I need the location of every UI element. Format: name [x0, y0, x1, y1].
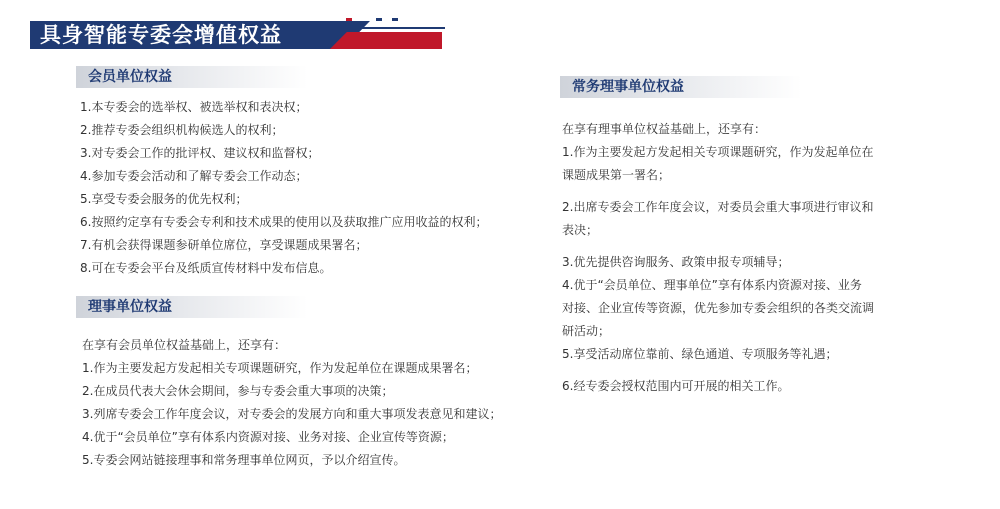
list-item: 4.优于“会员单位”享有体系内资源对接、业务对接、企业宣传等资源；	[82, 430, 454, 444]
list-item: 3.列席专委会工作年度会议，对专委会的发展方向和重大事项发表意见和建议；	[82, 407, 502, 421]
list-item: 2.出席专委会工作年度会议，对委员会重大事项进行审议和	[562, 200, 874, 214]
list-item: 4.参加专委会活动和了解专委会工作动态；	[80, 169, 308, 183]
executive-benefits-list	[562, 118, 874, 398]
member-benefits-list	[80, 96, 487, 280]
list-item: 5.专委会网站链接理事和常务理事单位网页，予以介绍宣传。	[82, 453, 406, 467]
title-decoration-dot-2	[376, 18, 382, 21]
intro-text: 在享有会员单位权益基础上，还享有：	[82, 338, 287, 352]
list-item: 1.本专委会的选举权、被选举权和表决权；	[80, 100, 308, 114]
list-item: 7.有机会获得课题参研单位席位，享受课题成果署名；	[80, 238, 368, 252]
title-red-decoration	[330, 32, 442, 49]
member-section-heading: 会员单位权益	[76, 66, 308, 88]
title-decoration-dot-3	[392, 18, 398, 21]
list-item: 6.按照约定享有专委会专利和技术成果的使用以及获取推广应用收益的权利；	[80, 215, 488, 229]
executive-section-heading: 常务理事单位权益	[560, 76, 802, 98]
intro-text: 在享有理事单位权益基础上，还享有：	[562, 122, 767, 136]
list-item: 2.在成员代表大会休会期间，参与专委会重大事项的决策；	[82, 384, 394, 398]
list-item: 1.作为主要发起方发起相关专项课题研究，作为发起单位在课题成果署名；	[82, 361, 478, 375]
director-section-heading: 理事单位权益	[76, 296, 308, 318]
list-item-continued: 表决；	[562, 223, 599, 237]
list-item: 3.对专委会工作的批评权、建议权和监督权；	[80, 146, 320, 160]
list-item: 2.推荐专委会组织机构候选人的权利；	[80, 123, 284, 137]
list-item: 5.享受活动席位靠前、绿色通道、专项服务等礼遇；	[562, 347, 838, 361]
list-item: 6.经专委会授权范围内可开展的相关工作。	[562, 379, 790, 393]
title-decoration-dot	[346, 18, 352, 21]
director-benefits-list	[82, 334, 501, 472]
list-item-continued: 课题成果第一署名；	[562, 168, 671, 182]
list-item: 5.享受专委会服务的优先权利；	[80, 192, 248, 206]
list-item: 4.优于“会员单位、理事单位”享有体系内资源对接、业务	[562, 278, 862, 292]
list-item: 1.作为主要发起方发起相关专项课题研究，作为发起单位在	[562, 145, 874, 159]
title-decoration-line	[340, 27, 445, 29]
page-title: 具身智能专委会增值权益	[40, 23, 282, 47]
list-item-continued: 对接、企业宣传等资源，优先参加专委会组织的各类交流调	[562, 301, 875, 315]
list-item: 8.可在专委会平台及纸质宣传材料中发布信息。	[80, 261, 332, 275]
title-decoration-line-2	[300, 22, 360, 23]
list-item-continued: 研活动；	[562, 324, 611, 338]
list-item: 3.优先提供咨询服务、政策申报专项辅导；	[562, 255, 790, 269]
